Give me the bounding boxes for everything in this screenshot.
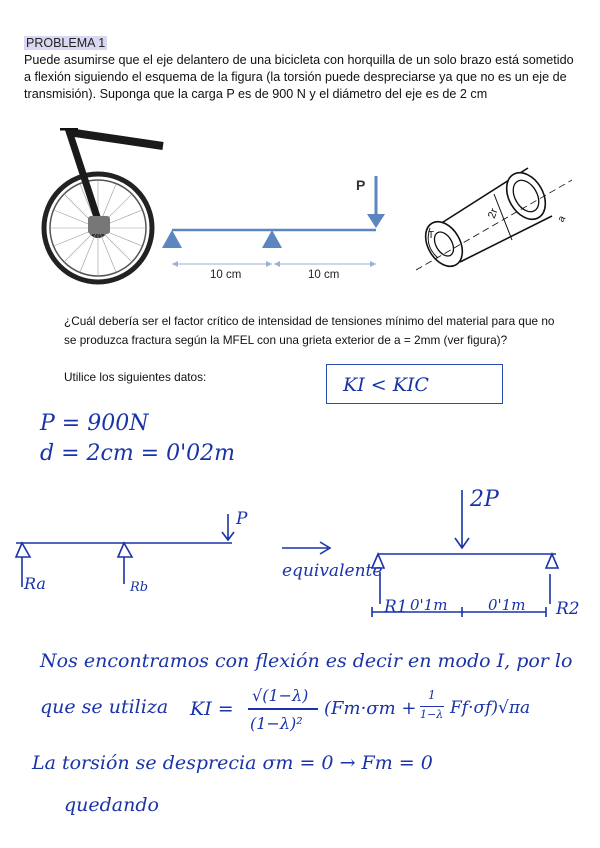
small-fraction-denominator: 1−λ — [420, 708, 444, 721]
explanation-line-1: Nos encontramos con flexión es decir en modo I, por lo — [40, 650, 573, 672]
sketch2-dim2-label: 0'1m — [488, 596, 526, 614]
radius-label: 2r — [485, 206, 501, 221]
sketch1-load-label: P — [236, 509, 248, 529]
equivalent-label: equivalente — [282, 561, 383, 581]
torque-label: T — [428, 230, 435, 241]
tail-term: Ff·σf)√πa — [450, 698, 531, 718]
problem-heading: PROBLEMA 1 — [26, 36, 106, 50]
crack-label: a — [555, 213, 569, 225]
free-body-sketch — [0, 480, 600, 630]
sketch2-dim1-label: 0'1m — [410, 596, 448, 614]
condition-box — [326, 364, 503, 404]
fraction-bar — [248, 708, 318, 710]
ki-symbol: KI = — [190, 698, 234, 720]
data-prompt: Utilice los siguientes datos: — [64, 370, 207, 384]
middle-support — [262, 230, 282, 248]
sketch1-rb-label: Rb — [130, 580, 149, 595]
dim-right-label: 10 cm — [308, 269, 340, 281]
question-line-1: ¿Cuál debería ser el factor crítico de intensidad de tensiones mínimo del material para que no — [64, 314, 555, 328]
small-fraction-numerator: 1 — [428, 688, 436, 702]
sketch2-load-label: 2P — [470, 487, 499, 512]
paren-term: (Fm·σm + — [324, 698, 417, 719]
left-support — [162, 230, 182, 248]
explanation-line-2: que se utiliza — [40, 696, 169, 718]
given-diameter: d = 2cm = 0'02m — [40, 441, 236, 466]
beam-diagram — [158, 166, 408, 336]
condition-text: KI < KIC — [343, 374, 429, 396]
question-line-2: se produzca fractura según la MFEL con una grieta exterior de a = 2mm (ver figura)? — [64, 333, 508, 347]
bicycle-image — [38, 128, 168, 288]
sketch1-ra-label: Ra — [24, 574, 46, 593]
dim-left-label: 10 cm — [210, 269, 242, 281]
ki-formula — [190, 686, 590, 746]
problem-figure — [28, 126, 576, 394]
load-arrow — [367, 214, 385, 228]
fraction-denominator: (1−λ)² — [250, 714, 303, 733]
given-load: P = 900N — [40, 411, 149, 436]
explanation-line-3: La torsión se desprecia σm = 0 → Fm = 0 — [32, 752, 433, 774]
fraction-numerator: √(1−λ) — [252, 686, 309, 705]
explanation-line-4: quedando — [64, 794, 159, 816]
shaft-diagram — [416, 144, 576, 284]
load-label: P — [356, 177, 366, 193]
sketch2-r1-label: R1 — [384, 597, 408, 617]
problem-statement: Puede asumirse que el eje delantero de una bicicleta con horquilla de un solo brazo está sometido a flexión siguiendo el esquema de la figura (la torsión puede despreciarse ya que no es un eje de transmisión). Suponga que la carga P es de 900 N y el diámetro del eje es de 2 cm — [24, 53, 574, 102]
sketch2-r2-label: R2 — [556, 599, 580, 619]
